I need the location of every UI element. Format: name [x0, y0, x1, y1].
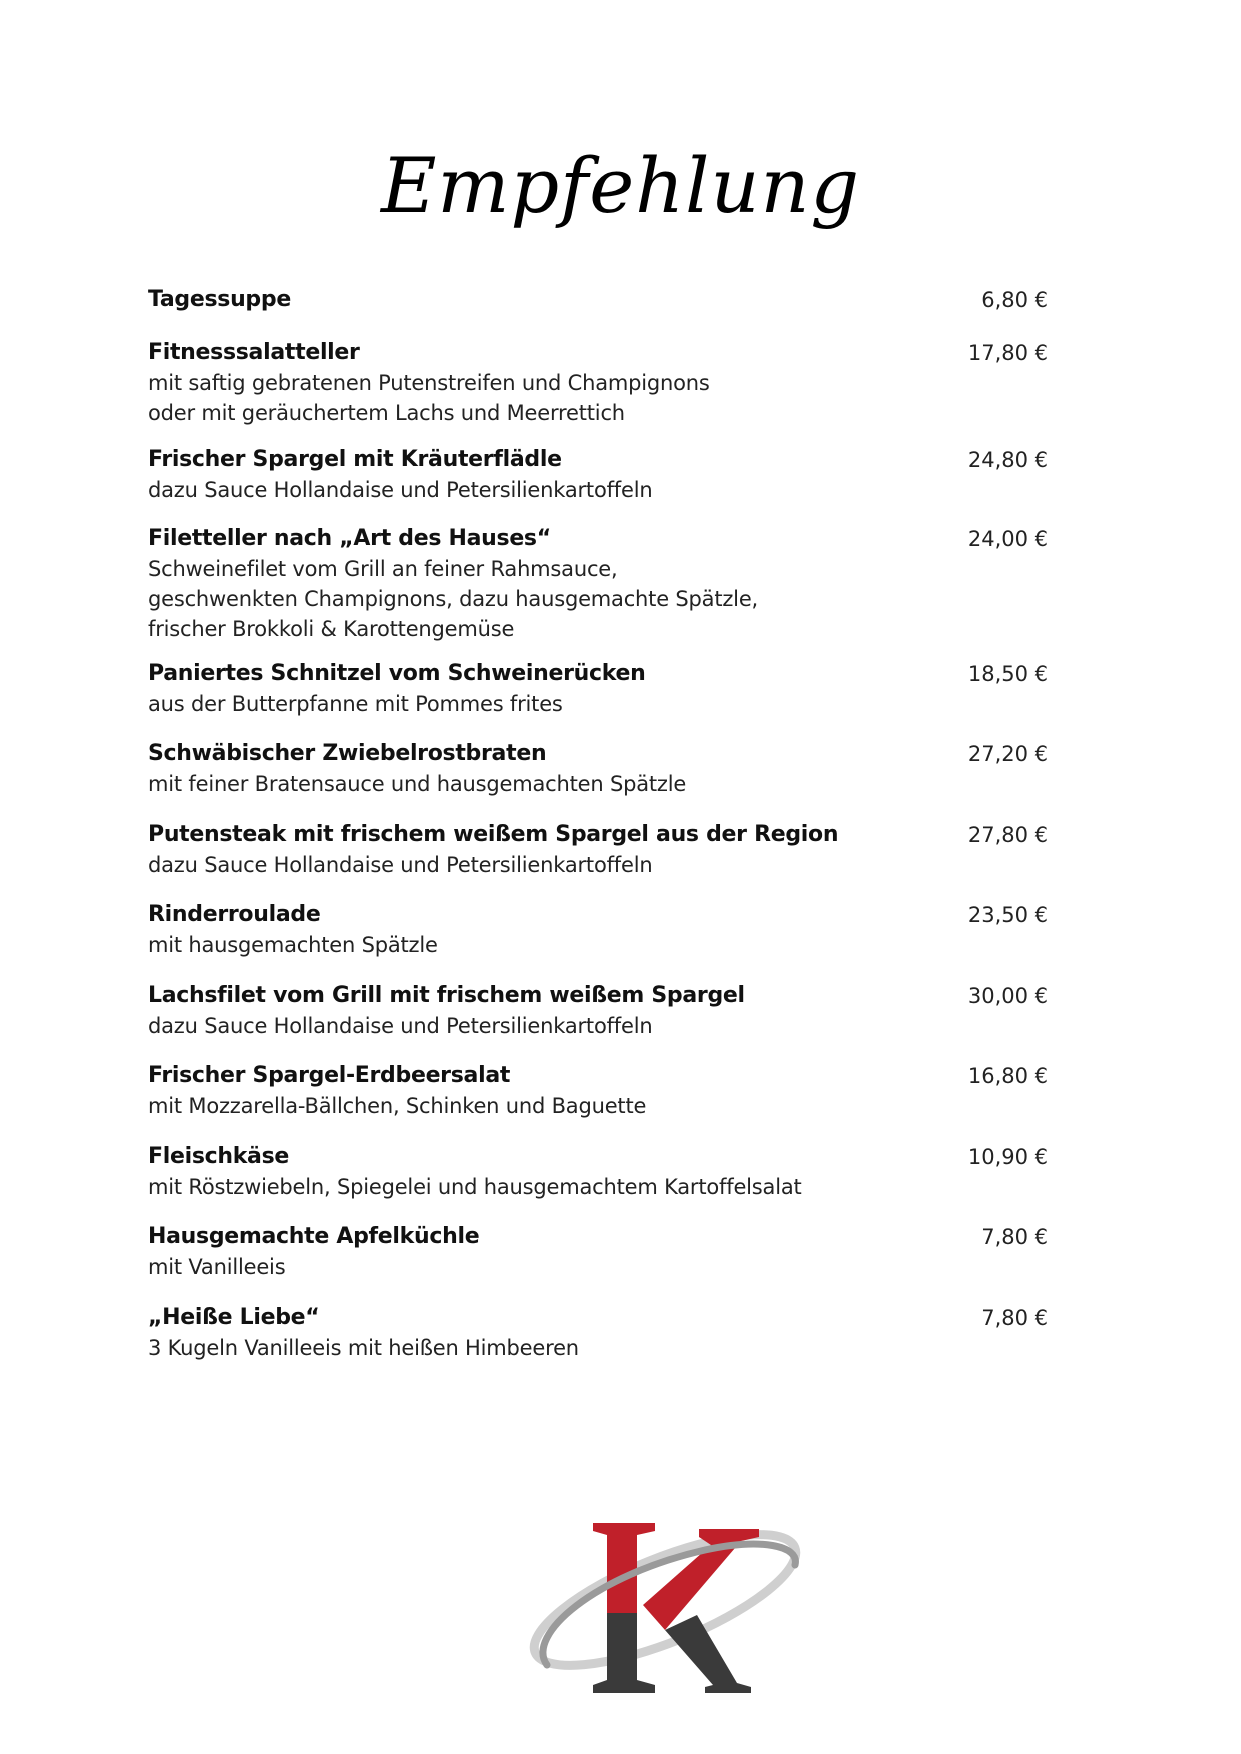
menu-item	[148, 820, 1048, 880]
menu-item-price: 27,80 €	[967, 823, 1048, 847]
menu-item-description: mit Vanilleeis	[148, 1255, 286, 1279]
menu-item	[148, 1222, 1048, 1282]
menu-item-price: 17,80 €	[967, 341, 1048, 365]
menu-item-price: 10,90 €	[967, 1145, 1048, 1169]
menu-item-description: mit saftig gebratenen Putenstreifen und Champignons	[148, 371, 710, 395]
restaurant-logo	[515, 1505, 815, 1705]
logo-letter-shadow	[593, 1613, 751, 1693]
menu-item-description: Schweinefilet vom Grill an feiner Rahmsauce,	[148, 557, 618, 581]
menu-item-price: 24,00 €	[967, 527, 1048, 551]
menu-item-description: dazu Sauce Hollandaise und Petersilienkartoffeln	[148, 853, 653, 877]
menu-item	[148, 1142, 1048, 1202]
menu-item-price: 18,50 €	[967, 662, 1048, 686]
page-title: Empfehlung	[380, 141, 861, 230]
menu-item	[148, 285, 1048, 315]
menu-item-price: 7,80 €	[981, 1225, 1048, 1249]
menu-item-description: aus der Butterpfanne mit Pommes frites	[148, 692, 563, 716]
menu-item-description: frischer Brokkoli & Karottengemüse	[148, 617, 515, 641]
menu-item-name: Rinderroulade	[148, 902, 321, 927]
menu-item-description: mit Röstzwiebeln, Spiegelei und hausgemachtem Kartoffelsalat	[148, 1175, 802, 1199]
menu-item-name: Frischer Spargel mit Kräuterflädle	[148, 447, 562, 472]
menu-item-price: 30,00 €	[967, 984, 1048, 1008]
menu-item-description: mit Mozzarella-Bällchen, Schinken und Baguette	[148, 1094, 647, 1118]
menu-item-name: „Heiße Liebe“	[148, 1305, 320, 1330]
menu-item	[148, 524, 1048, 644]
menu-item-price: 6,80 €	[981, 288, 1048, 312]
menu-item-description: dazu Sauce Hollandaise und Petersilienkartoffeln	[148, 478, 653, 502]
menu-item-description: mit hausgemachten Spätzle	[148, 933, 438, 957]
menu-item	[148, 445, 1048, 505]
menu-item-name: Fleischkäse	[148, 1144, 290, 1169]
menu-item-description: mit feiner Bratensauce und hausgemachten Spätzle	[148, 772, 687, 796]
menu-item	[148, 981, 1048, 1041]
menu-item-name: Paniertes Schnitzel vom Schweinerücken	[148, 661, 646, 686]
menu-item-description: oder mit geräuchertem Lachs und Meerrettich	[148, 401, 625, 425]
menu-item-price: 7,80 €	[981, 1306, 1048, 1330]
menu-item	[148, 659, 1048, 719]
menu-item	[148, 338, 1048, 428]
menu-item	[148, 739, 1048, 799]
menu-item-price: 23,50 €	[967, 903, 1048, 927]
menu-item	[148, 900, 1048, 960]
menu-item	[148, 1061, 1048, 1121]
menu-item-name: Schwäbischer Zwiebelrostbraten	[148, 741, 547, 766]
menu-item-name: Lachsfilet vom Grill mit frischem weißem Spargel	[148, 983, 745, 1008]
menu-item-price: 16,80 €	[967, 1064, 1048, 1088]
menu-item-name: Putensteak mit frischem weißem Spargel aus der Region	[148, 822, 839, 847]
menu-item-description: dazu Sauce Hollandaise und Petersilienkartoffeln	[148, 1014, 653, 1038]
menu-item-price: 24,80 €	[967, 448, 1048, 472]
menu-item-name: Tagessuppe	[148, 287, 291, 312]
menu-item-name: Hausgemachte Apfelküchle	[148, 1224, 480, 1249]
menu-item-price: 27,20 €	[967, 742, 1048, 766]
menu-item	[148, 1303, 1048, 1363]
menu-item-description: 3 Kugeln Vanilleeis mit heißen Himbeeren	[148, 1336, 579, 1360]
menu-item-description: geschwenkten Champignons, dazu hausgemachte Spätzle,	[148, 587, 759, 611]
menu-item-name: Fitnesssalatteller	[148, 340, 360, 365]
menu-item-name: Filetteller nach „Art des Hauses“	[148, 526, 551, 551]
menu-item-name: Frischer Spargel-Erdbeersalat	[148, 1063, 511, 1088]
